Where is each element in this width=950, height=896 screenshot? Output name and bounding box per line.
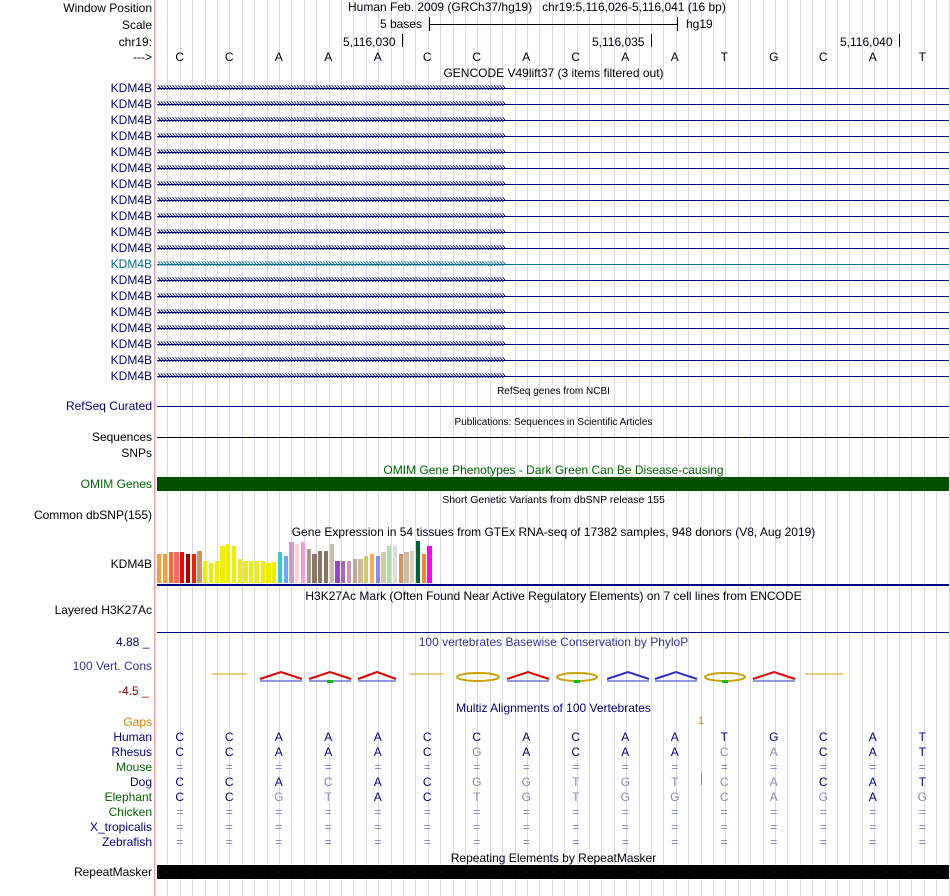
alignment-base: A (621, 745, 630, 759)
gtex-tissue-bar[interactable] (422, 554, 426, 583)
strand-arrows: ›››››››››››››››››››››››››››››››››››››››››››››››››››››››››››››››››››››››››››››››››››››››››››››››››››››››››››››››››››››››› (157, 240, 505, 254)
dbsnp-title: Short Genetic Variants from dbSNP release 155 (442, 494, 665, 506)
alignment-base: = (473, 760, 481, 774)
gtex-tissue-bar[interactable] (272, 562, 276, 583)
conservation-glyph (607, 672, 649, 681)
species-label[interactable]: Mouse (115, 760, 152, 774)
alignment-base: A (868, 745, 877, 759)
base-letter: A (373, 50, 382, 64)
gencode-transcript-label[interactable]: KDM4B (110, 177, 152, 191)
alignment-base: C (175, 730, 185, 744)
gtex-tissue-bar[interactable] (220, 546, 224, 583)
alignment-base: C (571, 745, 581, 759)
alignment-base: C (175, 775, 185, 789)
strand-arrows: ›››››››››››››››››››››››››››››››››››››››››››››››››››››››››››››››››››››››››››››››››››››››››››››››››››››››››››››››››››››››› (157, 112, 505, 126)
gencode-transcript-label[interactable]: KDM4B (110, 305, 152, 319)
alignment-base: T (918, 730, 926, 744)
coord-label-1: 5,116,030 (343, 35, 396, 49)
base-letter: A (868, 50, 877, 64)
species-label[interactable]: Rhesus (111, 745, 152, 759)
gencode-transcript-label[interactable]: KDM4B (110, 97, 152, 111)
alignment-base: = (423, 760, 431, 774)
alignment-base: C (818, 730, 828, 744)
alignment-base: A (373, 730, 382, 744)
alignment-base: A (274, 745, 283, 759)
alignment-base: A (522, 730, 531, 744)
gtex-tissue-bar[interactable] (393, 546, 397, 583)
alignment-base: C (818, 775, 828, 789)
alignment-base: C (719, 790, 729, 804)
alignment-base: = (918, 760, 926, 774)
alignment-base: = (176, 820, 184, 834)
alignment-base: C (224, 775, 234, 789)
alignment-base: C (472, 730, 482, 744)
strand-arrows: ›››››››››››››››››››››››››››››››››››››››››››››››››››››››››››››››››››››››››››››››››››››››››››››››››››››››››››››››››››››››› (157, 224, 505, 238)
gtex-tissue-bar[interactable] (209, 563, 213, 583)
alignment-base: = (819, 835, 827, 849)
alignment-base: A (324, 745, 333, 759)
gtex-tissue-bar[interactable] (180, 552, 184, 583)
strand-arrows: ›››››››››››››››››››››››››››››››››››››››››››››››››››››››››››››››››››››››››››››››››››››››››››››››››››››››››››››››››››››››› (157, 336, 505, 350)
gtex-tissue-bar[interactable] (358, 559, 362, 583)
alignment-base: = (225, 835, 233, 849)
alignment-base: = (621, 805, 629, 819)
gaps-label: Gaps (123, 715, 152, 729)
gtex-tissue-bar[interactable] (289, 542, 293, 583)
alignment-base: T (918, 745, 926, 759)
alignment-base: = (275, 805, 283, 819)
alignment-base: A (868, 730, 877, 744)
scale-tick-right (677, 17, 678, 31)
gtex-tissue-bar[interactable] (243, 561, 247, 583)
gtex-tissue-bar[interactable] (381, 552, 385, 583)
alignment-base: C (175, 790, 185, 804)
gtex-tissue-bar[interactable] (312, 554, 316, 583)
alignment-base: = (572, 820, 580, 834)
alignment-base: A (670, 730, 679, 744)
conservation-title: 100 vertebrates Basewise Conservation by PhyloP (418, 635, 689, 649)
gtex-tissue-bar[interactable] (295, 544, 299, 583)
alignment-base: T (918, 775, 926, 789)
alignment-base: C (422, 775, 432, 789)
base-letter: A (621, 50, 630, 64)
alignment-base: = (720, 835, 728, 849)
gtex-tissue-bar[interactable] (416, 541, 420, 583)
alignment-base: = (275, 820, 283, 834)
strand-arrows: ›››››››››››››››››››››››››››››››››››››››››››››››››››››››››››››››››››››››››››››››››››››››››››››››››››››››››››››››››››››››› (157, 160, 505, 174)
alignment-base: = (869, 820, 877, 834)
h3k27ac-line (157, 632, 949, 633)
alignment-base: = (572, 835, 580, 849)
alignment-base: = (869, 760, 877, 774)
conservation-min-label: -4.5 _ (118, 684, 149, 698)
conservation-glyph (309, 672, 351, 683)
gtex-tissue-bar[interactable] (370, 554, 374, 583)
alignment-base: = (275, 835, 283, 849)
alignment-base: A (868, 775, 877, 789)
alignment-base: C (719, 745, 729, 759)
base-letter: T (720, 50, 728, 64)
alignment-base: A (769, 790, 778, 804)
strand-arrows: ›››››››››››››››››››››››››››››››››››››››››››››››››››››››››››››››››››››››››››››››››››››››››››››››››››››››››››››››››››››››› (157, 176, 505, 190)
alignment-base: A (769, 745, 778, 759)
alignment-base: = (374, 760, 382, 774)
gtex-tissue-bar[interactable] (404, 552, 408, 583)
conservation-glyph (507, 672, 549, 681)
gtex-label[interactable]: KDM4B (110, 557, 152, 571)
gtex-tissue-bar[interactable] (157, 554, 161, 583)
alignment-base: C (224, 745, 234, 759)
gtex-tissue-bar[interactable] (301, 542, 305, 583)
alignment-base: = (621, 760, 629, 774)
alignment-base: C (719, 775, 729, 789)
label-divider (154, 0, 155, 896)
scale-text: 5 bases (380, 17, 423, 31)
base-letter: C (571, 50, 581, 64)
alignment-base: G (620, 790, 630, 804)
alignment-base: = (176, 760, 184, 774)
conservation-glyph (705, 673, 745, 683)
gtex-tissue-bar[interactable] (347, 561, 351, 583)
gtex-tissue-bar[interactable] (255, 561, 259, 583)
alignment-base: A (522, 745, 531, 759)
gtex-baseline (157, 584, 949, 586)
alignment-base: = (225, 820, 233, 834)
alignment-base: C (422, 730, 432, 744)
gtex-tissue-bar[interactable] (186, 554, 190, 583)
alignment-base: G (670, 790, 680, 804)
strand-arrows: ›››››››››››››››››››››››››››››››››››››››››››››››››››››››››››››››››››››››››››››››››››››››››››››››››››››››››››››››››››››››› (157, 352, 505, 366)
alignment-base: A (274, 730, 283, 744)
base-letter: A (274, 50, 283, 64)
gencode-transcript-label[interactable]: KDM4B (110, 273, 152, 287)
omim-bar[interactable] (157, 477, 949, 491)
alignment-base: G (818, 790, 828, 804)
snps-label[interactable]: SNPs (121, 446, 152, 460)
alignment-base: = (621, 820, 629, 834)
alignment-base: = (572, 805, 580, 819)
alignment-base: C (224, 790, 234, 804)
alignment-base: T (572, 775, 580, 789)
alignment-base: = (869, 805, 877, 819)
alignment-base: = (522, 820, 530, 834)
alignment-base: = (770, 805, 778, 819)
gencode-transcript-label[interactable]: KDM4B (110, 289, 152, 303)
alignment-base: A (621, 730, 630, 744)
h3k27ac-label[interactable]: Layered H3K27Ac (54, 603, 152, 617)
alignment-base: A (769, 775, 778, 789)
alignment-base: A (324, 730, 333, 744)
alignment-base: C (818, 745, 828, 759)
h3k27ac-title: H3K27Ac Mark (Often Found Near Active Regulatory Elements) on 7 cell lines from ENCODE (305, 589, 802, 603)
gtex-tissue-bar[interactable] (192, 554, 196, 583)
alignment-base: G (917, 790, 927, 804)
alignment-base: = (720, 820, 728, 834)
gtex-tissue-bar[interactable] (163, 554, 167, 583)
coord-label-2: 5,116,035 (592, 35, 645, 49)
alignment-base: = (324, 820, 332, 834)
grid-line (155, 0, 156, 896)
alignment-base: = (869, 835, 877, 849)
base-letter: C (422, 50, 432, 64)
base-letter: C (224, 50, 234, 64)
gtex-tissue-bar[interactable] (399, 554, 403, 583)
alignment-base: A (373, 775, 382, 789)
gtex-tissue-bar[interactable] (238, 559, 242, 583)
alignment-base: = (522, 805, 530, 819)
gtex-tissue-bar[interactable] (307, 549, 311, 583)
gtex-tissue-bar[interactable] (169, 552, 173, 583)
base-letter: G (769, 50, 779, 64)
gencode-transcript-label[interactable]: KDM4B (110, 193, 152, 207)
alignment-base: C (323, 775, 333, 789)
gencode-transcript-label[interactable]: KDM4B (110, 337, 152, 351)
refseq-label[interactable]: RefSeq Curated (65, 399, 152, 413)
gtex-tissue-bar[interactable] (330, 544, 334, 583)
conservation-glyph (655, 672, 697, 681)
repeatmasker-bar[interactable] (157, 865, 949, 879)
gtex-tissue-bar[interactable] (261, 561, 265, 583)
base-letter: C (818, 50, 828, 64)
strand-arrows: ›››››››››››››››››››››››››››››››››››››››››››››››››››››››››››››››››››››››››››››››››››››››››››››››››››››››››››››››››››››››› (157, 272, 505, 286)
coord-tick-2 (651, 34, 652, 47)
alignment-base: = (522, 760, 530, 774)
base-letter: A (324, 50, 333, 64)
gencode-transcript-label[interactable]: KDM4B (110, 241, 152, 255)
alignment-base: = (374, 820, 382, 834)
alignment-base: = (324, 805, 332, 819)
coord-label-3: 5,116,040 (840, 35, 893, 49)
gtex-tissue-bar[interactable] (410, 551, 414, 583)
gencode-transcript-label[interactable]: KDM4B (110, 129, 152, 143)
species-label[interactable]: X_tropicalis (89, 820, 152, 834)
alignment-base: G (472, 745, 482, 759)
alignment-base: C (175, 745, 185, 759)
gencode-transcript-label[interactable]: KDM4B (110, 369, 152, 383)
alignment-base: A (670, 745, 679, 759)
alignment-base: = (522, 835, 530, 849)
strand-arrows: ›››››››››››››››››››››››››››››››››››››››››››››››››››››››››››››››››››››››››››››››››››››››››››››››››››››››››››››››››››››››› (157, 128, 505, 142)
alignment-base: = (423, 835, 431, 849)
alignment-base: = (671, 805, 679, 819)
conservation-label[interactable]: 100 Vert. Cons (72, 659, 152, 673)
alignment-base: G (521, 775, 531, 789)
strand-arrows: ›››››››››››››››››››››››››››››››››››››››››››››››››››››››››››››››››››››››››››››››››››››››››››››››››››››››››››››››››››››››› (157, 368, 505, 382)
alignment-base: = (374, 835, 382, 849)
gtex-tissue-bar[interactable] (215, 561, 219, 583)
alignment-base: = (176, 805, 184, 819)
base-letter: C (472, 50, 482, 64)
alignment-base: = (275, 760, 283, 774)
strand-arrows: ›››››››››››››››››››››››››››››››››››››››››››››››››››››››››››››››››››››››››››››››››››››››››››››››››››››››››››››››››››››››› (157, 320, 505, 334)
gencode-transcript-label[interactable]: KDM4B (110, 81, 152, 95)
gencode-transcript-label[interactable]: KDM4B (110, 353, 152, 367)
publications-label[interactable]: Sequences (91, 430, 152, 444)
base-letter: A (522, 50, 531, 64)
base-letter: T (918, 50, 926, 64)
strand-arrows: ›››››››››››››››››››››››››››››››››››››››››››››››››››››››››››››››››››››››››››››››››››››››››››››››››››››››››››››››››››››››› (157, 288, 505, 302)
window-position-label: Window Position (63, 1, 152, 15)
strand-arrows: ›››››››››››››››››››››››››››››››››››››››››››››››››››››››››››››››››››››››››››››››››››››››››››››››››››››››››››››››››››››››› (157, 80, 505, 94)
alignment-base: = (473, 835, 481, 849)
gtex-tissue-bar[interactable] (324, 551, 328, 583)
strand-arrows: ›››››››››››››››››››››››››››››››››››››››››››››››››››››››››››››››››››››››››››››››››››››››››››››››››››››››››››››››››››››››› (157, 256, 505, 270)
alignment-base: = (671, 760, 679, 774)
gtex-tissue-bar[interactable] (318, 551, 322, 583)
dog-gap-tick (701, 773, 702, 785)
gencode-transcript-label[interactable]: KDM4B (110, 257, 152, 271)
gtex-tissue-bar[interactable] (364, 556, 368, 583)
gtex-tissue-bar[interactable] (266, 563, 270, 583)
strand-arrows: ›››››››››››››››››››››››››››››››››››››››››››››››››››››››››››››››››››››››››››››››››››››››››››››››››››››››››››››››››››››››› (157, 96, 505, 110)
alignment-base: = (918, 805, 926, 819)
alignment-base: = (720, 760, 728, 774)
strand-arrows: ›››››››››››››››››››››››››››››››››››››››››››››››››››››››››››››››››››››››››››››››››››››››››››››››››››››››››››››››››››››››› (157, 192, 505, 206)
alignment-base: = (473, 805, 481, 819)
dbsnp-label[interactable]: Common dbSNP(155) (33, 508, 152, 522)
publications-line (157, 437, 949, 438)
species-label[interactable]: Elephant (104, 790, 152, 804)
alignment-base: A (274, 775, 283, 789)
omim-title: OMIM Gene Phenotypes - Dark Green Can Be Disease-causing (383, 463, 724, 477)
conservation-max-label: 4.88 _ (116, 635, 150, 649)
alignment-base: = (720, 805, 728, 819)
gtex-tissue-bar[interactable] (203, 561, 207, 583)
gtex-tissue-bar[interactable] (249, 561, 253, 583)
species-label[interactable]: Dog (129, 775, 152, 789)
gtex-tissue-bar[interactable] (226, 544, 230, 583)
multiz-title: Multiz Alignments of 100 Vertebrates (456, 701, 651, 715)
gencode-transcript-label[interactable]: KDM4B (110, 225, 152, 239)
species-label[interactable]: Zebrafish (101, 835, 152, 849)
gencode-title: GENCODE V49lift37 (3 items filtered out) (443, 66, 664, 80)
alignment-base: G (620, 775, 630, 789)
alignment-base: = (423, 805, 431, 819)
alignment-base: = (324, 835, 332, 849)
position-text[interactable]: chr19:5,116,026-5,116,041 (16 bp) (542, 0, 726, 14)
alignment-base: G (521, 790, 531, 804)
conservation-glyph (358, 672, 396, 681)
alignment-base: G (274, 790, 284, 804)
alignment-base: C (422, 790, 432, 804)
scale-label: Scale (121, 18, 152, 32)
repeatmasker-label[interactable]: RepeatMasker (73, 865, 152, 879)
gtex-tissue-bar[interactable] (284, 556, 288, 583)
coord-tick-1 (402, 34, 403, 47)
alignment-base: = (770, 835, 778, 849)
refseq-line (157, 406, 949, 407)
coord-tick-3 (899, 34, 900, 47)
alignment-base: G (472, 775, 482, 789)
alignment-base: = (176, 835, 184, 849)
alignment-base: T (324, 790, 332, 804)
assembly-name: Human Feb. 2009 (GRCh37/hg19) (348, 0, 533, 14)
alignment-base: = (225, 760, 233, 774)
alignment-base: = (819, 820, 827, 834)
assembly-label: hg19 (686, 17, 713, 31)
conservation-glyph (260, 672, 302, 681)
gencode-transcript-label[interactable]: KDM4B (110, 113, 152, 127)
conservation-glyph (557, 673, 597, 683)
scale-bar (429, 24, 677, 25)
gtex-tissue-bar[interactable] (376, 556, 380, 583)
alignment-base: = (819, 805, 827, 819)
gtex-tissue-bar[interactable] (427, 546, 431, 583)
gtex-tissue-bar[interactable] (387, 546, 391, 583)
alignment-base: = (374, 805, 382, 819)
gencode-transcript-label[interactable]: KDM4B (110, 209, 152, 223)
alignment-base: = (770, 760, 778, 774)
alignment-base: A (868, 790, 877, 804)
gtex-title: Gene Expression in 54 tissues from GTEx RNA-seq of 17382 samples, 948 donors (V8, Aug 2019) (291, 525, 816, 539)
alignment-base: = (225, 805, 233, 819)
gencode-transcript-label[interactable]: KDM4B (110, 161, 152, 175)
gtex-tissue-bar[interactable] (353, 559, 357, 583)
alignment-base: G (769, 730, 779, 744)
alignment-base: T (671, 775, 679, 789)
strand-arrows: ›››››››››››››››››››››››››››››››››››››››››››››››››››››››››››››››››››››››››››››››››››››››››››››››››››››››››››››››››››››››› (157, 144, 505, 158)
publications-title: Publications: Sequences in Scientific Articles (454, 417, 653, 428)
conservation-logo[interactable] (157, 664, 949, 688)
alignment-base: T (473, 790, 481, 804)
alignment-base: C (571, 730, 581, 744)
alignment-base: = (918, 835, 926, 849)
alignment-base: C (224, 730, 234, 744)
gap-marker: 1 (698, 715, 705, 727)
alignment-base: = (423, 820, 431, 834)
alignment-base: T (572, 790, 580, 804)
gtex-tissue-bar[interactable] (278, 552, 282, 583)
gtex-tissue-bar[interactable] (341, 561, 345, 583)
alignment-base: A (373, 790, 382, 804)
species-label[interactable]: Human (113, 730, 152, 744)
conservation-glyph (457, 673, 499, 681)
gtex-tissue-bar[interactable] (174, 552, 178, 583)
gtex-tissue-bar[interactable] (232, 546, 236, 583)
gtex-tissue-bar[interactable] (335, 561, 339, 583)
alignment-base: = (473, 820, 481, 834)
conservation-glyph (753, 672, 795, 681)
alignment-base: = (770, 820, 778, 834)
assembly-title (348, 0, 726, 14)
alignment-base: = (324, 760, 332, 774)
strand-arrows: ›››››››››››››››››››››››››››››››››››››››››››››››››››››››››››››››››››››››››››››››››››››››››››››››››››››››››››››››››››››››› (157, 208, 505, 222)
alignment-base: A (373, 745, 382, 759)
alignment-base: = (621, 835, 629, 849)
alignment-base: = (918, 820, 926, 834)
alignment-base: T (720, 730, 728, 744)
alignment-base: = (819, 760, 827, 774)
alignment-base: = (671, 835, 679, 849)
alignment-base: C (422, 745, 432, 759)
chr-label: chr19: (118, 35, 152, 49)
base-letter: C (175, 50, 185, 64)
gencode-transcript-label[interactable]: KDM4B (110, 321, 152, 335)
strand-arrows: ›››››››››››››››››››››››››››››››››››››››››››››››››››››››››››››››››››››››››››››››››››››››››››››››››››››››››››››››››››››››› (157, 304, 505, 318)
repeatmasker-title: Repeating Elements by RepeatMasker (450, 851, 657, 865)
arrow-label: ---> (133, 50, 152, 64)
alignment-base: = (572, 760, 580, 774)
alignment-base: = (671, 820, 679, 834)
gtex-tissue-bar[interactable] (197, 551, 201, 583)
species-label[interactable]: Chicken (108, 805, 152, 819)
base-letter: A (670, 50, 679, 64)
refseq-title: RefSeq genes from NCBI (497, 386, 610, 397)
omim-label[interactable]: OMIM Genes (80, 477, 152, 491)
gencode-transcript-label[interactable]: KDM4B (110, 145, 152, 159)
